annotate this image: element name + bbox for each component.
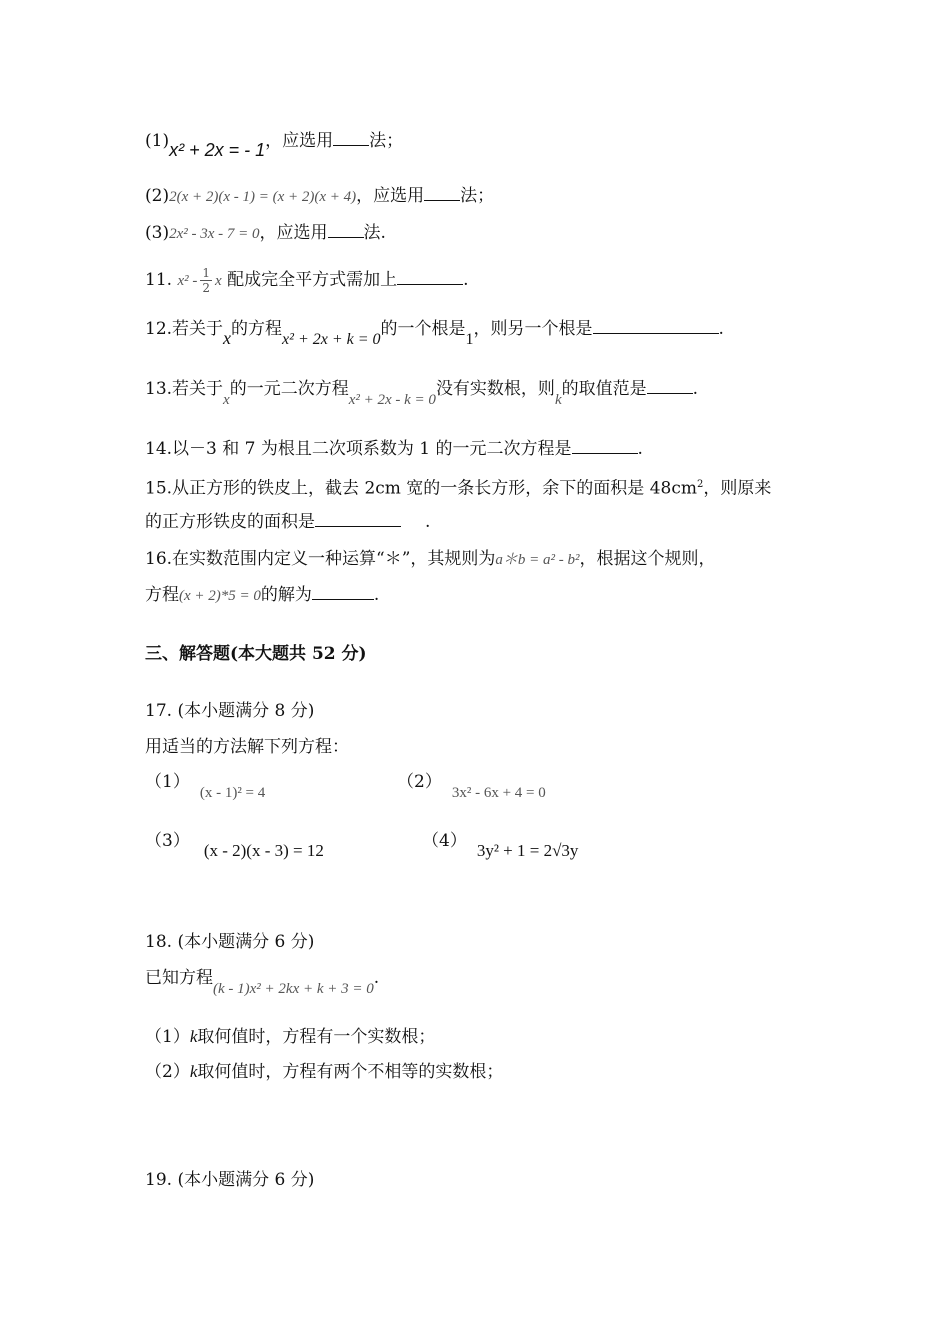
q17-item-2 <box>397 770 546 801</box>
q18-intro-line <box>145 966 380 997</box>
q16-line1-a: 16.在实数范围内定义一种运算“＊”，其规则为 <box>145 549 496 569</box>
q18-sub2-text: 取何值时，方程有两个不相等的实数根； <box>197 1062 504 1082</box>
q11-fraction-denominator: 2 <box>202 281 210 295</box>
q17-item-3 <box>145 829 324 860</box>
q14-text: 14.以－3 和 7 为根且二次项系数为 1 的一元二次方程是 <box>145 439 572 459</box>
q16-equation: (x + 2)*5 = 0 <box>179 588 261 604</box>
q10-p2-label: (2) <box>145 186 170 206</box>
q18-sub2 <box>145 1060 503 1084</box>
q17-item-1-equation: (x - 1)² = 4 <box>199 785 266 801</box>
q11-tail: . <box>463 270 469 290</box>
q12-equation: x² + 2x + k = 0 <box>282 331 381 348</box>
q13-text2: 的取值范是 <box>561 379 647 399</box>
q16-line2-b: 的解为 <box>260 585 312 605</box>
q11-fraction <box>200 266 212 295</box>
question-15-line2 <box>145 510 430 534</box>
question-15-line1 <box>145 473 771 501</box>
q11-blank[interactable] <box>397 268 463 285</box>
q13-text: 没有实数根，则 <box>435 379 555 399</box>
q17-item-4 <box>422 829 579 860</box>
q15-line1-b: ，则原来 <box>703 478 772 499</box>
q10-p3-blank[interactable] <box>328 221 364 238</box>
q11-number: 11. <box>145 270 173 290</box>
q10-part2 <box>145 184 494 209</box>
q10-p2-tail: 法； <box>460 186 495 206</box>
q15-line1-sup: 2 <box>696 479 704 490</box>
q13-tail: . <box>692 379 699 399</box>
q16-blank[interactable] <box>312 583 374 600</box>
q17-instruction: 用适当的方法解下列方程： <box>145 737 349 757</box>
q17-item-2-equation: 3x² - 6x + 4 = 0 <box>451 785 546 801</box>
q10-p2-text: ，应选用 <box>356 186 425 206</box>
q12-variable: x <box>223 328 232 348</box>
question-16-line1 <box>145 547 716 572</box>
q10-p2-blank[interactable] <box>424 184 460 201</box>
q18-sub1-text: 取何值时，方程有一个实数根； <box>197 1027 436 1047</box>
section-3-title: 三、解答题(本大题共 52 分) <box>145 644 367 664</box>
q10-p3-tail: 法. <box>363 223 386 243</box>
q10-p1-tail: 法； <box>369 131 404 151</box>
q12-text: 的一个根是 <box>380 319 466 339</box>
q10-p1-label: (1) <box>145 131 170 151</box>
q12-root: 1 <box>465 331 474 348</box>
q10-part3 <box>145 221 386 246</box>
q18-sub1 <box>145 1025 435 1049</box>
q12-mid: 的方程 <box>231 319 283 339</box>
q15-blank[interactable] <box>315 510 401 527</box>
question-16-line2 <box>145 583 379 608</box>
q18-header: 18. (本小题满分 6 分) <box>145 932 315 952</box>
q16-line2-a: 方程 <box>145 585 179 605</box>
q10-p2-equation: 2(x + 2)(x - 1) = (x + 2)(x + 4) <box>169 189 357 205</box>
q10-p3-label: (3) <box>145 223 170 243</box>
q12-tail: . <box>718 319 724 339</box>
q13-variable: x <box>223 392 230 408</box>
q13-mid: 的一元二次方程 <box>229 379 349 399</box>
q16-rule: a＊b = a² - b² <box>495 552 580 568</box>
q17-item-4-label: （4） <box>422 831 467 851</box>
q10-p3-equation: 2x² - 3x - 7 = 0 <box>169 226 260 242</box>
q14-tail: . <box>637 439 643 459</box>
q12-prefix: 12.若关于 <box>145 319 224 339</box>
q10-part1 <box>145 128 404 160</box>
q17-item-1 <box>145 770 266 801</box>
q12-text2: ，则另一个根是 <box>473 319 593 339</box>
q18-intro: 已知方程 <box>145 968 213 988</box>
q11-equation-b: x <box>215 273 222 289</box>
q10-p1-blank[interactable] <box>333 129 369 146</box>
q17-item-1-label: （1） <box>145 772 190 792</box>
q17-item-3-equation: (x - 2)(x - 3) = 12 <box>203 841 324 860</box>
q11-fraction-numerator: 1 <box>202 266 210 280</box>
q13-equation: x² + 2x - k = 0 <box>348 392 436 408</box>
q10-p1-equation: x² + 2x = - 1 <box>169 140 266 160</box>
q15-tail: . <box>425 512 431 532</box>
q15-line1-a: 15.从正方形的铁皮上，截去 2cm 宽的一条长方形，余下的面积是 48cm <box>145 478 697 499</box>
q11-equation-a: x² - <box>177 273 198 289</box>
q17-item-3-label: （3） <box>145 831 190 851</box>
question-14 <box>145 437 643 461</box>
q13-prefix: 13.若关于 <box>145 379 224 399</box>
q19-header: 19. (本小题满分 6 分) <box>145 1170 315 1190</box>
q16-line1-b: ，根据这个规则， <box>579 549 716 569</box>
q17-header: 17. (本小题满分 8 分) <box>145 701 315 721</box>
q17-item-4-equation: 3y² + 1 = 2√3y <box>476 841 579 860</box>
q13-k-variable: k <box>554 392 562 408</box>
q13-blank[interactable] <box>647 377 693 394</box>
q10-p1-text: ，应选用 <box>265 131 334 151</box>
question-13 <box>145 377 699 408</box>
q18-intro-tail: . <box>373 968 380 988</box>
q15-line2: 的正方形铁皮的面积是 <box>145 512 315 532</box>
q10-p3-text: ，应选用 <box>259 223 328 243</box>
q18-equation: (k - 1)x² + 2kx + k + 3 = 0 <box>213 981 374 997</box>
q18-sub2-var: k <box>189 1062 198 1081</box>
q18-sub1-label: （1） <box>145 1027 190 1047</box>
q18-sub2-label: （2） <box>145 1062 190 1082</box>
q14-blank[interactable] <box>572 437 638 454</box>
q16-tail: . <box>373 585 380 605</box>
q18-sub1-var: k <box>189 1027 198 1046</box>
question-11 <box>145 266 468 295</box>
q17-item-2-label: （2） <box>397 772 442 792</box>
q12-blank[interactable] <box>593 317 719 334</box>
question-12 <box>145 316 724 348</box>
q11-text: 配成完全平方式需加上 <box>227 270 398 290</box>
